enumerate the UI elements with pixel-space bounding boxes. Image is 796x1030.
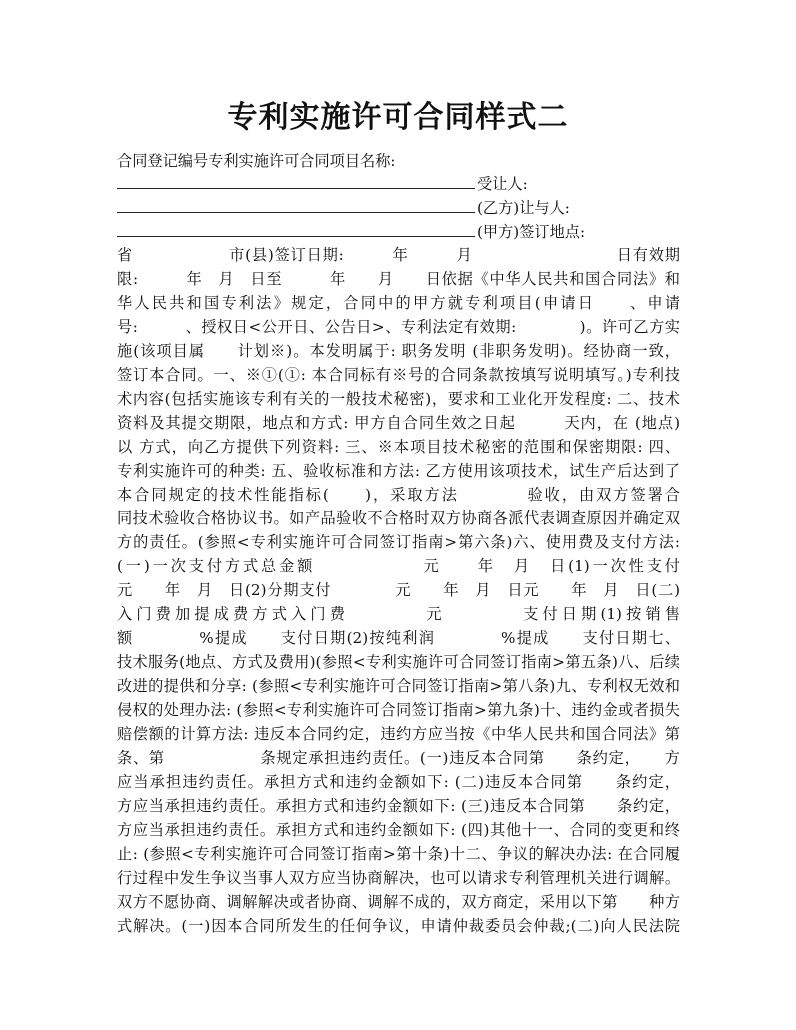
body-line: 资料及其提交期限，地点和方式: 甲方自合同生效之日起 天内，在 (地点) xyxy=(117,413,680,432)
body-line: 行过程中发生争议当事人双方应当协商解决，也可以请求专利管理机关进行调解。 xyxy=(117,868,680,887)
blank-row-assignee xyxy=(117,172,680,196)
body-line: 双方不愿协商、调解解决或者协商、调解不成的，双方商定，采用以下第 种方 xyxy=(117,892,680,911)
body-line: 条、第 条规定承担违约责任。(一)违反本合同第 条约定， 方 xyxy=(117,748,680,767)
body-line: 额 %提成 支付日期(2)按纯利润 %提成 支付日期七、 xyxy=(117,629,680,648)
body-line: 止: (参照<专利实施许可合同签订指南>第十条)十二、争议的解决办法: 在合同履 xyxy=(117,844,680,863)
document-title: 专利实施许可合同样式二 xyxy=(227,100,569,135)
body-line: 方的责任。(参照<专利实施许可合同签订指南>第六条)六、使用费及支付方法: xyxy=(117,533,680,552)
header-line: 合同登记编号专利实施许可合同项目名称: xyxy=(117,152,396,170)
blank-row-licensor xyxy=(117,196,680,220)
body-line: 施(该项目属 计划※)。本发明属于: 职务发明 (非职务发明)。经协商一致， xyxy=(117,341,680,360)
body-line: 应当承担违约责任。承担方式和违约金额如下: (二)违反本合同第 条约定， xyxy=(117,772,680,791)
body-line: 式解决。(一)因本合同所发生的任何争议，申请仲裁委员会仲裁;(二)向人民法院 xyxy=(117,916,680,935)
body-line: 签订本合同。一、※①(①: 本合同标有※号的合同条款按填写说明填写。)专利技 xyxy=(117,365,680,384)
body-line: 入门费加提成费方式入门费 元 支付日期(1)按销售 xyxy=(117,605,680,624)
body-line: 术内容(包括实施该专利有关的一般技术秘密)，要求和工业化开发程度: 二、技术 xyxy=(117,389,680,408)
body-line: 方应当承担违约责任。承担方式和违约金额如下: (四)其他十一、合同的变更和终 xyxy=(117,820,680,839)
body-line: 限: 年 月 日至 年 月 日依据《中华人民共和国合同法》和 xyxy=(117,269,680,288)
blank-row-label: (乙方)让与人: xyxy=(477,199,570,217)
fill-in-line xyxy=(117,173,475,189)
body-line: 元 年 月 日(2)分期支付 元 年 月 日元 年 月 日(二) xyxy=(117,581,680,600)
body-line: (一)一次支付方式总金额 元 年 月 日(1)一次性支付 xyxy=(117,557,680,576)
body-line: 以 方式，向乙方提供下列资料: 三、※本项目技术秘密的范围和保密期限: 四、 xyxy=(117,437,680,456)
body-line: 华人民共和国专利法》规定，合同中的甲方就专利项目(申请日 、申请 xyxy=(117,293,680,312)
blank-row-label: (甲方)签订地点: xyxy=(477,223,586,241)
body-line: 赔偿额的计算方法: 违反本合同约定，违约方应当按《中华人民共和国合同法》第 xyxy=(117,725,680,743)
blank-row-place xyxy=(117,220,680,244)
body-line: 技术服务(地点、方式及费用)(参照<专利实施许可合同签订指南>第五条)八、后续 xyxy=(117,653,680,672)
body-line: 改进的提供和分享: (参照<专利实施许可合同签订指南>第八条)九、专利权无效和 xyxy=(117,677,680,696)
body-line: 本合同规定的技术性能指标( )，采取方法 验收，由双方签署合 xyxy=(117,485,680,504)
fill-in-line xyxy=(117,221,475,237)
body-line: 省 市(县)签订日期: 年 月 日有效期 xyxy=(117,246,680,264)
body-line: 侵权的处理办法: (参照<专利实施许可合同签订指南>第九条)十、违约金或者损失 xyxy=(117,701,680,720)
body-line: 号: 、授权日<公开日、公告日>、专利法定有效期: )。许可乙方实 xyxy=(117,317,680,336)
fill-in-line xyxy=(117,197,475,213)
body-line: 专利实施许可的种类: 五、验收标准和方法: 乙方使用该项技术，试生产后达到了 xyxy=(117,461,680,480)
body-line: 同技术验收合格协议书。如产品验收不合格时双方协商各派代表调查原因并确定双 xyxy=(117,509,680,528)
body-line: 方应当承担违约责任。承担方式和违约金额如下: (三)违反本合同第 条约定， xyxy=(117,796,680,815)
blank-row-label: 受让人: xyxy=(477,175,528,193)
